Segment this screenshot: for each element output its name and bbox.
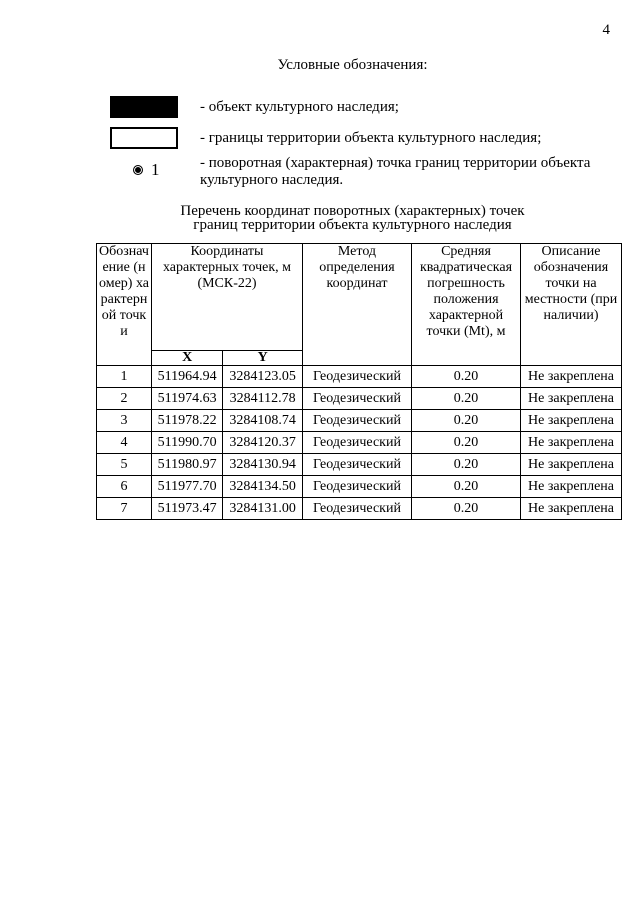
cell-description: Не закреплена — [521, 366, 622, 388]
table-row — [97, 366, 622, 388]
cell-mt: 0.20 — [412, 388, 521, 410]
table-row — [97, 410, 622, 432]
cell-mt: 0.20 — [412, 498, 521, 520]
table-row — [97, 476, 622, 498]
cell-point-number: 5 — [97, 454, 152, 476]
list-title — [0, 204, 640, 232]
header-mt: Средняя квадратическая погрешность положения характерной точки (Mt), м — [412, 244, 521, 366]
header-coordinates: Координаты характерных точек, м (МСК-22) — [152, 244, 303, 351]
header-x: X — [152, 351, 223, 366]
filled-rectangle-icon — [110, 96, 178, 118]
cell-description: Не закреплена — [521, 476, 622, 498]
outline-rectangle-icon — [110, 127, 178, 149]
table-row — [97, 388, 622, 410]
cell-x: 511977.70 — [152, 476, 223, 498]
point-marker-icon — [133, 165, 143, 175]
table-row — [97, 498, 622, 520]
cell-x: 511980.97 — [152, 454, 223, 476]
cell-mt: 0.20 — [412, 432, 521, 454]
header-description: Описание обозначения точки на местности (при наличии) — [521, 244, 622, 366]
legend-item-territory-border — [110, 127, 178, 149]
cell-y: 3284108.74 — [223, 410, 303, 432]
cell-method: Геодезический — [303, 476, 412, 498]
cell-mt: 0.20 — [412, 410, 521, 432]
list-title-line1: Перечень координат поворотных (характерных) точек — [180, 203, 525, 219]
header-method: Метод определения координат — [303, 244, 412, 366]
cell-x: 511974.63 — [152, 388, 223, 410]
cell-mt: 0.20 — [412, 476, 521, 498]
point-marker-label: 1 — [151, 160, 160, 179]
legend-text-heritage-object: - объект культурного наследия; — [200, 99, 399, 115]
cell-y: 3284131.00 — [223, 498, 303, 520]
cell-y: 3284134.50 — [223, 476, 303, 498]
cell-method: Геодезический — [303, 432, 412, 454]
cell-point-number: 4 — [97, 432, 152, 454]
cell-x: 511964.94 — [152, 366, 223, 388]
cell-description: Не закреплена — [521, 410, 622, 432]
cell-point-number: 3 — [97, 410, 152, 432]
cell-y: 3284112.78 — [223, 388, 303, 410]
page-number: 4 — [602, 22, 610, 38]
table-row — [97, 454, 622, 476]
cell-point-number: 6 — [97, 476, 152, 498]
legend-text-turning-point: - поворотная (характерная) точка границ территории объекта культурного наследия. — [200, 155, 591, 188]
cell-description: Не закреплена — [521, 432, 622, 454]
cell-y: 3284130.94 — [223, 454, 303, 476]
coordinates-table — [96, 243, 622, 520]
cell-x: 511990.70 — [152, 432, 223, 454]
cell-x: 511973.47 — [152, 498, 223, 520]
cell-method: Геодезический — [303, 388, 412, 410]
cell-description: Не закреплена — [521, 388, 622, 410]
cell-y: 3284123.05 — [223, 366, 303, 388]
cell-point-number: 2 — [97, 388, 152, 410]
cell-y: 3284120.37 — [223, 432, 303, 454]
list-title-line2: границ территории объекта культурного наследия — [193, 217, 512, 233]
legend-item-turning-point — [133, 160, 160, 180]
cell-method: Геодезический — [303, 410, 412, 432]
table-header-row — [97, 244, 622, 351]
cell-x: 511978.22 — [152, 410, 223, 432]
cell-point-number: 7 — [97, 498, 152, 520]
legend-item-heritage-object — [110, 96, 178, 118]
table-row — [97, 432, 622, 454]
header-y: Y — [223, 351, 303, 366]
header-point-name: Обозначение (номер) характерной точки — [97, 244, 152, 366]
cell-mt: 0.20 — [412, 366, 521, 388]
legend-text-territory-border: - границы территории объекта культурного наследия; — [200, 130, 542, 146]
cell-description: Не закреплена — [521, 498, 622, 520]
cell-method: Геодезический — [303, 498, 412, 520]
cell-description: Не закреплена — [521, 454, 622, 476]
cell-method: Геодезический — [303, 366, 412, 388]
cell-point-number: 1 — [97, 366, 152, 388]
cell-mt: 0.20 — [412, 454, 521, 476]
cell-method: Геодезический — [303, 454, 412, 476]
legend-title: Условные обозначения: — [277, 57, 428, 73]
